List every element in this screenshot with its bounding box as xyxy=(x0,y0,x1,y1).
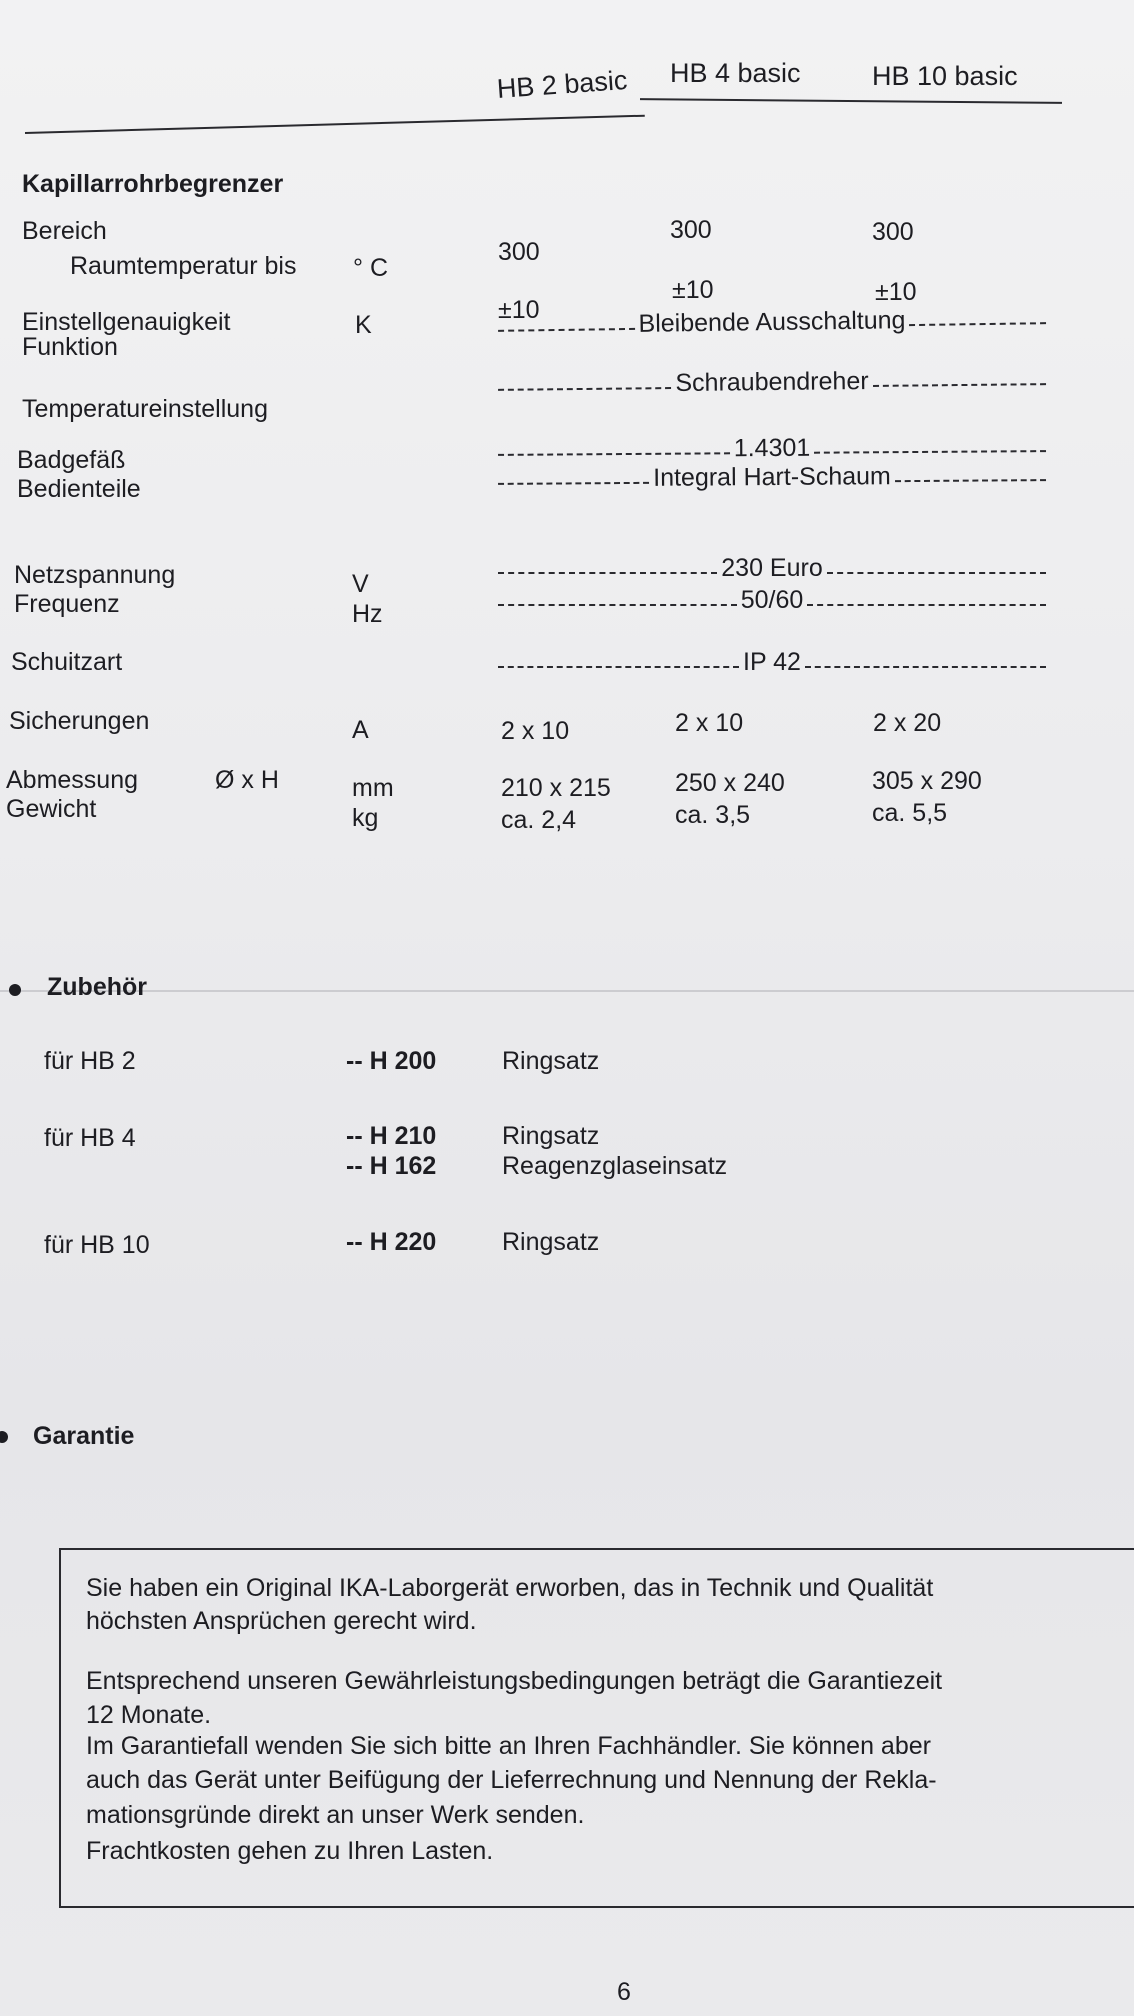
value-bedienteile: Integral Hart-Schaum xyxy=(653,462,891,492)
value-frequenz-row xyxy=(498,588,1046,613)
column-header-hb4: HB 4 basic xyxy=(670,58,801,88)
value-temperatureinstellung-row xyxy=(498,367,1046,398)
unit-gewicht: kg xyxy=(352,804,379,832)
label-netzspannung: Netzspannung xyxy=(14,561,176,589)
label-frequenz: Frequenz xyxy=(14,590,120,618)
zubehoer-for-hb10: für HB 10 xyxy=(44,1231,150,1259)
value-einstell-hb2: ±10 xyxy=(498,296,540,324)
garantie-line-3: Entsprechend unseren Gewährleistungsbedingungen beträgt die Garantiezeit xyxy=(86,1667,943,1695)
value-funktion-row xyxy=(498,306,1046,339)
value-abmessung-hb2: 210 x 215 xyxy=(501,774,611,802)
value-netzspannung-row xyxy=(498,556,1046,581)
unit-einstellgenauigkeit: K xyxy=(355,311,372,339)
symbol-abmessung: Ø x H xyxy=(215,766,279,794)
label-sicherungen: Sicherungen xyxy=(9,707,150,735)
value-funktion: Bleibende Ausschaltung xyxy=(638,306,906,338)
value-sicherungen-hb4: 2 x 10 xyxy=(675,709,744,737)
value-netzspannung: 230 Euro xyxy=(721,554,823,582)
unit-abmessung: mm xyxy=(352,774,394,802)
label-funktion: Funktion xyxy=(22,333,118,361)
label-abmessung: Abmessung xyxy=(6,766,139,794)
zubehoer-code-h162: -- H 162 xyxy=(346,1152,437,1180)
unit-frequenz: Hz xyxy=(352,600,383,628)
label-einstellgenauigkeit: Einstellgenauigkeit xyxy=(22,308,231,336)
value-temperatureinstellung: Schraubendreher xyxy=(675,366,869,398)
page-number: 6 xyxy=(617,1978,631,2006)
column-header-hb10: HB 10 basic xyxy=(872,61,1018,91)
garantie-line-1: Sie haben ein Original IKA-Laborgerät erworben, das in Technik und Qualität xyxy=(86,1574,934,1602)
value-gewicht-hb4: ca. 3,5 xyxy=(675,801,751,829)
value-schutzart-row xyxy=(498,650,1046,675)
garantie-line-6: auch das Gerät unter Beifügung der Lieferrechnung und Nennung der Rekla- xyxy=(86,1766,937,1794)
zubehoer-title: Zubehör xyxy=(47,973,147,1001)
value-raumtemp-hb2: 300 xyxy=(498,238,540,266)
section-title: Kapillarrohrbegrenzer xyxy=(22,170,284,198)
label-badgefaess: Badgefäß xyxy=(17,446,126,474)
garantie-line-4: 12 Monate. xyxy=(86,1701,212,1729)
column-header-hb2: HB 2 basic xyxy=(495,64,629,104)
label-raumtemperatur: Raumtemperatur bis xyxy=(70,252,297,280)
label-bedienteile: Bedienteile xyxy=(17,475,141,503)
label-gewicht: Gewicht xyxy=(6,795,97,823)
zubehoer-for-hb2: für HB 2 xyxy=(44,1047,136,1075)
value-frequenz: 50/60 xyxy=(740,586,804,614)
garantie-line-7: mationsgründe direkt an unser Werk senden. xyxy=(86,1801,585,1829)
zubehoer-desc-h200: Ringsatz xyxy=(502,1047,600,1075)
value-bedienteile-row xyxy=(498,463,1046,492)
label-temperatureinstellung: Temperatureinstellung xyxy=(22,395,268,423)
paper-fold xyxy=(0,990,1134,992)
garantie-title: Garantie xyxy=(33,1422,135,1450)
value-gewicht-hb2: ca. 2,4 xyxy=(501,806,577,834)
zubehoer-code-h220: -- H 220 xyxy=(346,1228,437,1256)
zubehoer-code-h210: -- H 210 xyxy=(346,1122,437,1150)
zubehoer-desc-h210: Ringsatz xyxy=(502,1122,600,1150)
value-badgefaess: 1.4301 xyxy=(733,433,811,463)
header-rule-left xyxy=(25,115,645,134)
value-raumtemp-hb10: 300 xyxy=(872,218,914,246)
header-rule-right xyxy=(640,98,1062,104)
bullet-garantie xyxy=(0,1431,8,1443)
value-abmessung-hb4: 250 x 240 xyxy=(675,769,785,797)
label-schutzart: Schuitzart xyxy=(11,648,123,676)
bullet-zubehoer xyxy=(9,984,21,996)
value-badgefaess-row xyxy=(498,434,1046,463)
value-sicherungen-hb10: 2 x 20 xyxy=(873,709,942,737)
value-abmessung-hb10: 305 x 290 xyxy=(872,767,982,795)
value-gewicht-hb10: ca. 5,5 xyxy=(872,799,948,827)
zubehoer-for-hb4: für HB 4 xyxy=(44,1124,136,1152)
garantie-line-8: Frachtkosten gehen zu Ihren Lasten. xyxy=(86,1837,494,1865)
unit-netzspannung: V xyxy=(352,570,369,598)
zubehoer-desc-h162: Reagenzglaseinsatz xyxy=(502,1152,728,1180)
value-raumtemp-hb4: 300 xyxy=(670,216,712,244)
value-sicherungen-hb2: 2 x 10 xyxy=(501,717,570,745)
value-einstell-hb10: ±10 xyxy=(875,278,917,306)
unit-sicherungen: A xyxy=(352,716,369,744)
value-schutzart: IP 42 xyxy=(743,648,801,676)
value-einstell-hb4: ±10 xyxy=(672,276,714,304)
zubehoer-code-h200: -- H 200 xyxy=(346,1047,437,1075)
garantie-line-2: höchsten Ansprüchen gerecht wird. xyxy=(86,1607,477,1635)
zubehoer-desc-h220: Ringsatz xyxy=(502,1228,600,1256)
garantie-line-5: Im Garantiefall wenden Sie sich bitte an Ihren Fachhändler. Sie können aber xyxy=(86,1732,931,1760)
label-bereich: Bereich xyxy=(22,217,107,245)
unit-raumtemperatur: ° C xyxy=(353,254,388,282)
